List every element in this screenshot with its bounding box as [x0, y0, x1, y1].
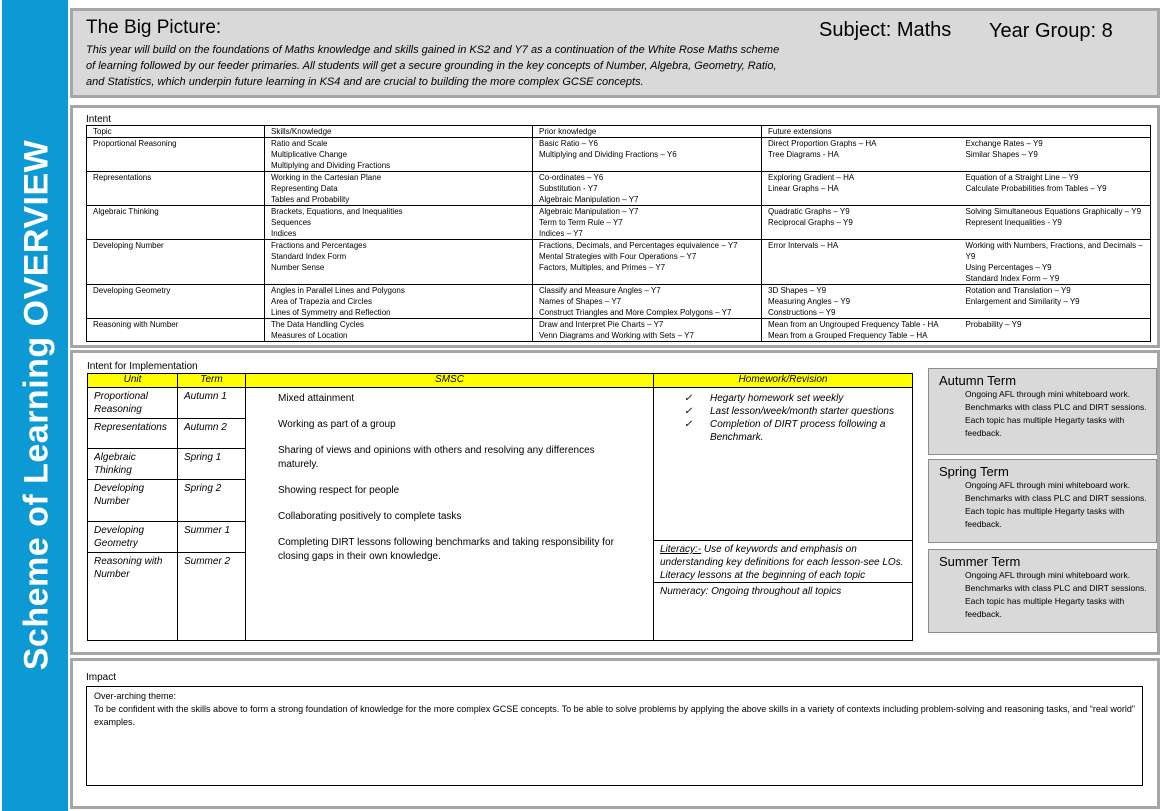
unit-cell: Developing Geometry	[88, 522, 178, 553]
cell-line: Quadratic Graphs – Y9	[768, 207, 850, 216]
intent-row	[87, 285, 1151, 319]
impact-box	[86, 686, 1143, 786]
cell-line: Exchange Rates – Y9	[965, 139, 1043, 148]
cell-line: Working in the Cartesian Plane	[271, 173, 382, 182]
cell-line: Draw and Interpret Pie Charts – Y7	[539, 320, 664, 329]
cell-line: Representing Data	[271, 184, 338, 193]
implementation-table	[87, 373, 913, 641]
cell-line: Probability – Y9	[965, 320, 1022, 329]
intent-row	[87, 138, 1151, 172]
intent-table	[86, 125, 1151, 342]
term-box-text: Ongoing AFL through mini whiteboard work. Benchmarks with class PLC and DIRT sessions. Each topic has multiple Hegarty tasks with feedback.	[965, 389, 1147, 438]
sidebar-title: Scheme of Learning OVERVIEW	[17, 139, 56, 671]
header-homework: Homework/Revision	[654, 374, 913, 388]
cell-line: Construct Triangles and More Complex Polygons – Y7	[539, 308, 732, 317]
cell-line: Term to Term Rule – Y7	[539, 218, 623, 227]
topic-cell: Algebraic Thinking	[87, 206, 265, 240]
topic-cell: Developing Number	[87, 240, 265, 285]
skills-cell	[265, 285, 533, 319]
topic-cell: Representations	[87, 172, 265, 206]
future-extension-cell	[762, 240, 960, 285]
cell-line: Indices – Y7	[539, 229, 583, 238]
prior-knowledge-cell	[533, 240, 762, 285]
prior-knowledge-cell	[533, 319, 762, 342]
cell-line: Represent Inequalities - Y9	[965, 218, 1062, 227]
header-prior: Prior knowledge	[533, 126, 762, 138]
term-cell: Summer 2	[178, 553, 246, 641]
cell-line: Brackets, Equations, and Inequalities	[271, 207, 403, 216]
unit-cell: Developing Number	[88, 480, 178, 522]
spring-term-box	[928, 459, 1157, 543]
cell-line: Fractions and Percentages	[271, 241, 367, 250]
prior-knowledge-cell	[533, 172, 762, 206]
cell-line: Ratio and Scale	[271, 139, 328, 148]
cell-line: Direct Proportion Graphs – HA	[768, 139, 877, 148]
cell-line: Basic Ratio – Y6	[539, 139, 598, 148]
summer-term-box	[928, 549, 1157, 633]
impact-theme-label: Over-arching theme:	[94, 691, 177, 701]
header-term: Term	[178, 374, 246, 388]
homework-cell	[654, 388, 913, 641]
cell-line: Angles in Parallel Lines and Polygons	[271, 286, 405, 295]
unit-cell: Proportional Reasoning	[88, 388, 178, 419]
future-extension-cell	[762, 138, 960, 172]
homework-item	[684, 418, 902, 444]
impact-label: Impact	[86, 672, 117, 683]
future-extension-cell	[960, 285, 1151, 319]
cell-line: Algebraic Manipulation – Y7	[539, 195, 639, 204]
topic-cell: Reasoning with Number	[87, 319, 265, 342]
cell-line: Indices	[271, 229, 297, 238]
term-cell: Autumn 1	[178, 388, 246, 419]
cell-line: Multiplicative Change	[271, 150, 348, 159]
subject-label: Subject: Maths	[819, 19, 952, 41]
cell-line: Lines of Symmetry and Reflection	[271, 308, 391, 317]
cell-line: Co-ordinates – Y6	[539, 173, 604, 182]
topic-cell: Proportional Reasoning	[87, 138, 265, 172]
literacy-note	[654, 540, 912, 582]
big-picture-title: The Big Picture:	[86, 17, 222, 38]
cell-line: Measuring Angles – Y9	[768, 297, 851, 306]
cell-line: Solving Simultaneous Equations Graphically – Y9	[965, 207, 1142, 216]
intent-row	[87, 172, 1151, 206]
header-smsc: SMSC	[246, 374, 654, 388]
cell-line: Measures of Location	[271, 331, 348, 340]
skills-cell	[265, 206, 533, 240]
cell-line: Calculate Probabilities from Tables – Y9	[965, 184, 1107, 193]
impact-text: To be confident with the skills above to form a strong foundation of knowledge for the more complex GCSE concepts. To be able to solve problems by applying the above skills in a variety of contexts including problem-solving and reasoning tasks, and “real world” examples.	[94, 704, 1135, 727]
term-box-text: Ongoing AFL through mini whiteboard work. Benchmarks with class PLC and DIRT sessions. Each topic has multiple Hegarty tasks with feedback.	[965, 480, 1147, 529]
homework-item	[684, 405, 902, 418]
cell-line: Reciprocal Graphs – Y9	[768, 218, 853, 227]
cell-line: 3D Shapes – Y9	[768, 286, 827, 295]
cell-line: Factors, Multiples, and Primes – Y7	[539, 263, 666, 272]
cell-line: Venn Diagrams and Working with Sets – Y7	[539, 331, 694, 340]
literacy-label: Literacy:-	[660, 544, 702, 555]
term-cell: Autumn 2	[178, 419, 246, 449]
cell-line: Fractions, Decimals, and Percentages equivalence – Y7	[539, 241, 738, 250]
cell-line: Constructions – Y9	[768, 308, 836, 317]
cell-line: Working with Numbers, Fractions, and Decimals – Y9	[965, 241, 1143, 261]
term-box-title: Summer Term	[939, 554, 1021, 569]
homework-item-text: Completion of DIRT process following a Benchmark.	[710, 419, 886, 443]
cell-line: Linear Graphs – HA	[768, 184, 839, 193]
implementation-label: Intent for Implementation	[87, 361, 198, 372]
intent-row	[87, 206, 1151, 240]
cell-line: Mean from a Grouped Frequency Table – HA	[768, 331, 928, 340]
cell-line: Standard Index Form – Y9	[965, 274, 1060, 283]
sidebar-banner	[2, 0, 68, 811]
unit-cell: Representations	[88, 419, 178, 449]
cell-line: Error Intervals – HA	[768, 241, 839, 250]
term-box-title: Spring Term	[939, 464, 1009, 479]
future-extension-cell	[762, 285, 960, 319]
cell-line: Enlargement and Similarity – Y9	[965, 297, 1080, 306]
future-extension-cell	[762, 206, 960, 240]
term-cell: Spring 1	[178, 449, 246, 480]
homework-list	[654, 388, 912, 540]
check-icon: ✓	[684, 419, 693, 430]
term-box-text: Ongoing AFL through mini whiteboard work. Benchmarks with class PLC and DIRT sessions. Each topic has multiple Hegarty tasks with feedback.	[965, 570, 1147, 619]
term-box-title: Autumn Term	[939, 373, 1017, 388]
header-topic: Topic	[87, 126, 265, 138]
cell-line: Classify and Measure Angles – Y7	[539, 286, 661, 295]
cell-line: Equation of a Straight Line – Y9	[965, 173, 1079, 182]
skills-cell	[265, 138, 533, 172]
numeracy-note: Numeracy: Ongoing throughout all topics	[654, 582, 912, 600]
cell-line: Exploring Gradient – HA	[768, 173, 855, 182]
smsc-item: Sharing of views and opinions with others and resolving any differences maturely.	[278, 445, 595, 470]
term-cell: Spring 2	[178, 480, 246, 522]
unit-cell: Reasoning with Number	[88, 553, 178, 641]
cell-line: Multiplying and Dividing Fractions	[271, 161, 391, 170]
cell-line: Similar Shapes – Y9	[965, 150, 1038, 159]
big-picture-text: This year will build on the foundations of Maths knowledge and skills gained in KS2 and Y7 as a continuation of the White Rose Maths scheme of learning followed by our feeder primaries. All students will get a secure grounding in the key concepts of Number, Algebra, Geometry, Ratio, and Statistics, which underpin future learning in KS4 and are crucial to building the more complex GCSE concepts.	[86, 44, 780, 88]
cell-line: Area of Trapezia and Circles	[271, 297, 372, 306]
future-extension-cell	[960, 206, 1151, 240]
prior-knowledge-cell	[533, 285, 762, 319]
future-extension-cell	[762, 172, 960, 206]
topic-cell: Developing Geometry	[87, 285, 265, 319]
cell-line: Tree Diagrams - HA	[768, 150, 839, 159]
prior-knowledge-cell	[533, 206, 762, 240]
prior-knowledge-cell	[533, 138, 762, 172]
cell-line: Rotation and Translation – Y9	[965, 286, 1071, 295]
smsc-item: Working as part of a group	[278, 419, 396, 430]
cell-line: Mental Strategies with Four Operations – Y7	[539, 252, 697, 261]
cell-line: Multiplying and Dividing Fractions – Y6	[539, 150, 677, 159]
cell-line: Standard Index Form	[271, 252, 347, 261]
impact-panel	[70, 658, 1160, 809]
intent-panel	[70, 105, 1160, 348]
autumn-term-box	[928, 368, 1157, 455]
big-picture-panel	[70, 8, 1160, 98]
future-extension-cell	[960, 240, 1151, 285]
future-extension-cell	[960, 172, 1151, 206]
year-group-label: Year Group: 8	[989, 20, 1113, 42]
smsc-item: Completing DIRT lessons following benchmarks and taking responsibility for closing gaps in their own knowledge.	[278, 537, 614, 562]
cell-line: Algebraic Manipulation – Y7	[539, 207, 639, 216]
intent-header-row	[87, 126, 1151, 138]
cell-line: Sequences	[271, 218, 312, 227]
future-extension-cell	[762, 319, 960, 342]
homework-item-text: Last lesson/week/month starter questions	[710, 406, 894, 417]
future-extension-cell	[960, 138, 1151, 172]
header-future: Future extensions	[762, 126, 1151, 138]
term-cell: Summer 1	[178, 522, 246, 553]
smsc-cell	[246, 388, 654, 641]
cell-line: Tables and Probability	[271, 195, 350, 204]
check-icon: ✓	[684, 393, 693, 404]
cell-line: Names of Shapes – Y7	[539, 297, 622, 306]
skills-cell	[265, 172, 533, 206]
implementation-panel	[70, 350, 1160, 655]
intent-row	[87, 240, 1151, 285]
homework-item-text: Hegarty homework set weekly	[710, 393, 844, 404]
cell-line: The Data Handling Cycles	[271, 320, 364, 329]
smsc-item: Showing respect for people	[278, 485, 400, 496]
intent-label: Intent	[86, 114, 112, 125]
implementation-header-row	[88, 374, 913, 388]
intent-row	[87, 319, 1151, 342]
smsc-item: Collaborating positively to complete tasks	[278, 511, 462, 522]
unit-cell: Algebraic Thinking	[88, 449, 178, 480]
skills-cell	[265, 319, 533, 342]
skills-cell	[265, 240, 533, 285]
literacy-text: Use of keywords and emphasis on understanding key definitions for each lesson-see LOs. Literacy lessons at the beginning of each topic	[660, 544, 904, 581]
homework-item	[684, 392, 902, 405]
smsc-item: Mixed attainment	[278, 393, 355, 404]
cell-line: Substitution - Y7	[539, 184, 598, 193]
header-skills: Skills/Knowledge	[265, 126, 533, 138]
future-extension-cell	[960, 319, 1151, 342]
cell-line: Number Sense	[271, 263, 325, 272]
cell-line: Mean from an Ungrouped Frequency Table - HA	[768, 320, 939, 329]
header-unit: Unit	[88, 374, 178, 388]
check-icon: ✓	[684, 406, 693, 417]
cell-line: Using Percentages – Y9	[965, 263, 1052, 272]
